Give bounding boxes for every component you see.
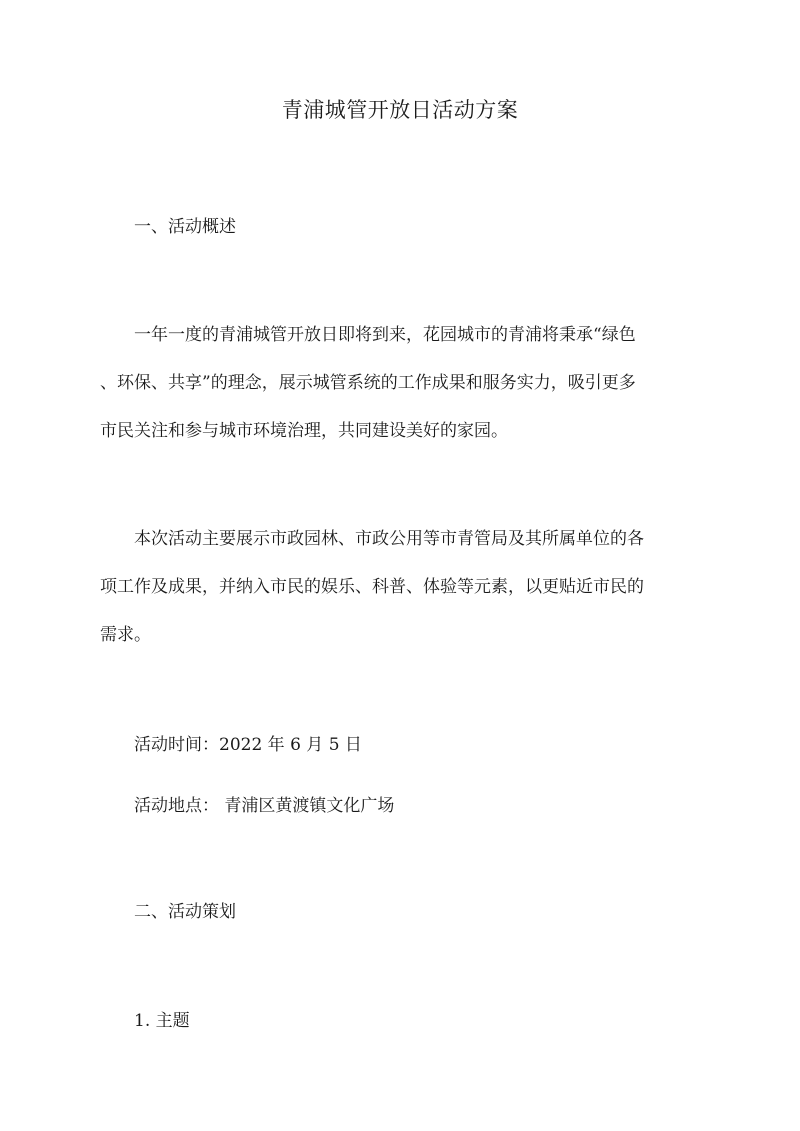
event-location: 活动地点： 青浦区黄渡镇文化广场 [134,796,395,816]
paragraph-line: 本次活动主要展示市政园林、市政公用等市青管局及其所属单位的各 [134,529,644,549]
paragraph-line: 、环保、共享”的理念，展示城管系统的工作成果和服务实力，吸引更多 [100,373,636,393]
paragraph-line: 一年一度的青浦城管开放日即将到来，花园城市的青浦将秉承“绿色 [134,325,636,345]
paragraph-line: 项工作及成果，并纳入市民的娱乐、科普、体验等元素，以更贴近市民的 [100,577,644,597]
paragraph-line: 需求。 [100,625,151,645]
section-heading-planning: 二、活动策划 [134,902,236,922]
paragraph-scope [100,515,700,659]
event-time: 活动时间：2022 年 6 月 5 日 [134,735,362,755]
section-heading-overview: 一、活动概述 [134,217,236,237]
paragraph-line: 市民关注和参与城市环境治理，共同建设美好的家园。 [100,421,508,441]
document-title: 青浦城管开放日活动方案 [281,98,519,122]
subheading-theme: 1. 主题 [134,1011,190,1031]
paragraph-intro [100,311,700,455]
